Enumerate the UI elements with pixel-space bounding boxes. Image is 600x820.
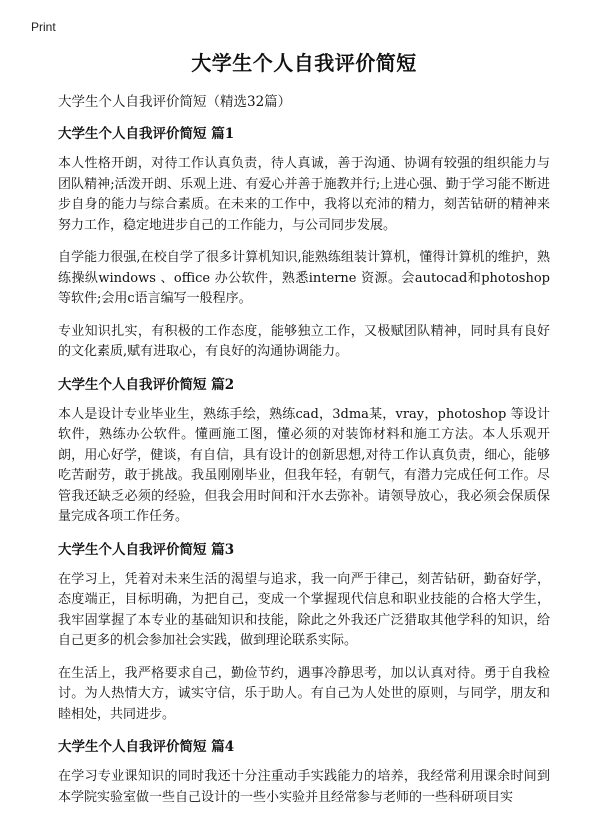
paragraph: 在学习上，凭着对未来生活的渴望与追求，我一向严于律己，刻苦钻研，勤奋好学，态度端正，目标明确，为把自己，变成一个掌握现代信息和职业技能的合格大学生，我牢固掌握了本专业的基础知识和技能，除此之外我还广泛猎取其他学科的知识，给自己更多的机会参加社会实践，做到理论联系实际。: [58, 571, 550, 648]
paragraph: 在学习专业课知识的同时我还十分注重动手实践能力的培养，我经常利用课余时间到本学院实验室做一些自己设计的一些小实验并且经常参与老师的一些科研项目实: [58, 769, 550, 805]
paragraph: 在生活上，我严格要求自己，勤俭节约，遇事冷静思考，加以认真对待。勇于自我检讨。为人热情大方，诚实守信，乐于助人。有自己为人处世的原则，与同学，朋友和睦相处，共同进步。: [58, 665, 550, 722]
section-2: [58, 375, 550, 528]
document-body: [58, 50, 550, 820]
section-3: [58, 540, 550, 726]
page-title: 大学生个人自我评价简短: [191, 51, 417, 75]
paragraph: 本人性格开朗，对待工作认真负责，待人真诚，善于沟通、协调有较强的组织能力与团队精神;活泼开朗、乐观上进、有爱心并善于施教并行;上进心强、勤于学习能不断进步自身的能力与综合素质。在未来的工作中，我将以充沛的精力，刻苦钻研的精神来努力工作，稳定地进步自己的工作能力，与公司同步发展。: [58, 156, 550, 233]
print-link[interactable]: Print: [31, 20, 56, 34]
page-subtitle: 大学生个人自我评价简短（精选32篇）: [58, 94, 292, 110]
section-1: [58, 124, 550, 363]
paragraph: 本人是设计专业毕业生，熟练手绘，熟练cad，3dma某，vray，photoshop 等设计软件，熟练办公软件。懂画施工图，懂必须的对装饰材料和施工方法。本人乐观开朗，用心好学，健谈，有自信，具有设计的创新思想,对待工作认真负责，细心，能够吃苦耐劳，敢于挑战。我虽刚刚毕业，但我年轻，有朝气，有潜力完成任何工作。尽管我还缺乏必须的经验，但我会用时间和汗水去弥补。请领导放心，我必须会保质保量完成各项工作任务。: [58, 406, 550, 524]
paragraph: 自学能力很强,在校自学了很多计算机知识,能熟练组装计算机，懂得计算机的维护，熟练操纵windows 、office 办公软件，熟悉interne 资源。会autocad和photoshop 等软件;会用c语言编写一般程序。: [58, 250, 550, 306]
section-4: [58, 737, 550, 808]
section-heading: 大学生个人自我评价简短 篇2: [58, 376, 235, 393]
section-heading: 大学生个人自我评价简短 篇3: [58, 541, 235, 558]
section-heading: 大学生个人自我评价简短 篇1: [58, 126, 235, 142]
section-heading: 大学生个人自我评价简短 篇4: [58, 739, 235, 755]
paragraph: 专业知识扎实，有积极的工作态度，能够独立工作，又极赋团队精神，同时具有良好的文化素质,赋有进取心，有良好的沟通协调能力。: [58, 323, 550, 359]
